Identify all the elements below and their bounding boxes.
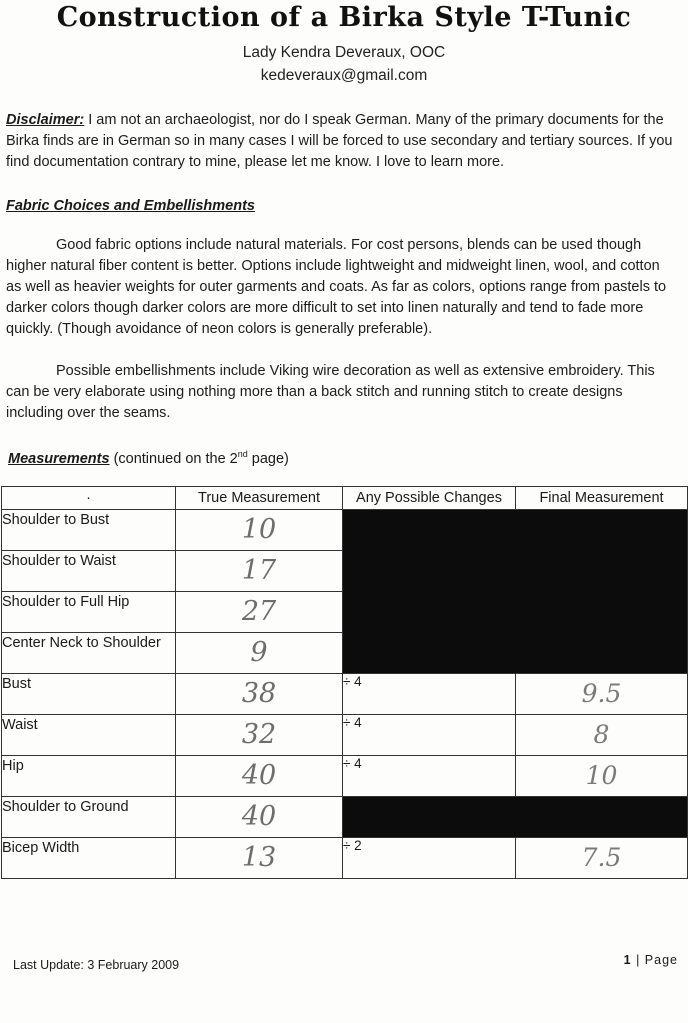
possible-change: ÷ 4 <box>343 756 516 797</box>
row-label: Center Neck to Shoulder <box>2 633 176 674</box>
fabric-paragraph-1: Good fabric options include natural materials. For cost persons, blends can be used though higher natural fiber content is better. Options include lightweight and midweight linen, wool, and cotton as well as heavier weights for outer garments and coats. As far as colors, options range from pastels to darker colors though darker colors are more difficult to set into linen naturally and tend to fade more quickly. (Though avoidance of neon colors is generally preferable). <box>6 237 667 337</box>
page-number: 1 <box>623 953 632 967</box>
possible-change: ÷ 2 <box>343 838 516 879</box>
column-header: True Measurement <box>176 487 343 510</box>
final-measurement: 10 <box>516 756 688 797</box>
measurements-heading: Measurements <box>8 450 110 467</box>
possible-change: ÷ 4 <box>343 715 516 756</box>
column-header: Final Measurement <box>516 487 688 510</box>
row-label: Bust <box>2 674 176 715</box>
row-label: Shoulder to Bust <box>2 510 176 551</box>
table-row <box>2 674 688 715</box>
fabric-paragraph-2: Possible embellishments include Viking wire decoration as well as extensive embroidery. This can be very elaborate using nothing more than a back stitch and running stitch to create designs including over the seams. <box>6 363 655 421</box>
measurements-note-end: page) <box>247 450 289 467</box>
possible-change: ÷ 4 <box>343 674 516 715</box>
column-header: Any Possible Changes <box>343 487 516 510</box>
disclaimer-label: Disclaimer: <box>6 112 85 128</box>
row-label: Hip <box>2 756 176 797</box>
last-update: Last Update: 3 February 2009 <box>13 958 180 972</box>
row-label: Shoulder to Waist <box>2 551 176 592</box>
row-label: Shoulder to Full Hip <box>2 592 176 633</box>
disclaimer-text: I am not an archaeologist, nor do I speak German. Many of the primary documents for the Birka finds are in German so in many cases I will be forced to use secondary and tertiary sources. If you find documentation contrary to mine, please let me know. I love to learn more. <box>6 112 673 170</box>
true-measurement: 27 <box>176 592 343 633</box>
measurements-table <box>1 486 688 879</box>
disclaimer-paragraph <box>6 110 676 173</box>
true-measurement: 13 <box>176 838 343 879</box>
true-measurement: 17 <box>176 551 343 592</box>
author-email: kedeveraux@gmail.com <box>260 67 428 84</box>
table-header-row <box>2 487 688 510</box>
document-title: Construction of a Birka Style T-Tunic <box>56 2 632 33</box>
page-label: | Page <box>631 953 678 967</box>
true-measurement: 40 <box>176 797 343 838</box>
column-header: · <box>2 487 176 510</box>
true-measurement: 38 <box>176 674 343 715</box>
row-label: Bicep Width <box>2 838 176 879</box>
table-row <box>2 797 688 838</box>
true-measurement: 32 <box>176 715 343 756</box>
true-measurement: 10 <box>176 510 343 551</box>
author-name: Lady Kendra Deveraux, OOC <box>242 44 446 61</box>
true-measurement: 40 <box>176 756 343 797</box>
measurements-note: (continued on the 2 <box>109 450 238 467</box>
page-number-footer <box>624 953 678 967</box>
table-row <box>2 715 688 756</box>
row-label: Shoulder to Ground <box>2 797 176 838</box>
fabric-heading: Fabric Choices and Embellishments <box>6 198 255 214</box>
final-measurement: 8 <box>516 715 688 756</box>
true-measurement: 9 <box>176 633 343 674</box>
measurements-note-sup: nd <box>237 449 248 459</box>
blacked-out-cell <box>343 797 688 838</box>
table-row <box>2 510 688 551</box>
measurements-heading-line <box>8 449 289 467</box>
row-label: Waist <box>2 715 176 756</box>
blacked-out-cell <box>343 510 688 674</box>
final-measurement: 9.5 <box>516 674 688 715</box>
table-row <box>2 838 688 879</box>
final-measurement: 7.5 <box>516 838 688 879</box>
table-row <box>2 756 688 797</box>
